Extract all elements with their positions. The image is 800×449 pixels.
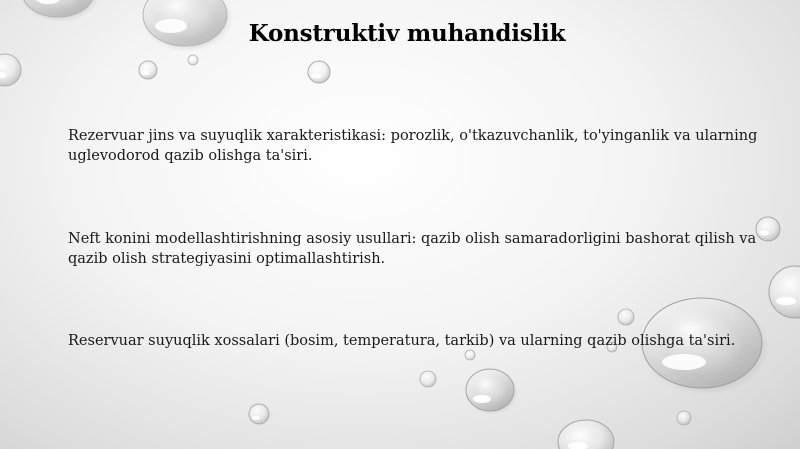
paragraph-fluid-properties: Reservuar suyuqlik xossalari (bosim, temperatura, tarkib) va ularning qazib olishga ta'siri. xyxy=(68,333,736,349)
droplet xyxy=(20,0,100,22)
droplet xyxy=(466,369,518,415)
droplet xyxy=(420,371,436,387)
droplet xyxy=(465,350,475,360)
droplet xyxy=(139,61,157,79)
droplet xyxy=(188,55,198,65)
droplet xyxy=(769,266,800,318)
paragraph-reservoir-characteristics: Rezervuar jins va suyuqlik xarakteristikasi: porozlik, o'tkazuvchanlik, to'yinganlik va ularning uglevodorod qazib olishga ta'siri. xyxy=(68,128,758,164)
droplet xyxy=(308,61,330,83)
slide-title: Konstruktiv muhandislik xyxy=(248,20,566,47)
droplet xyxy=(558,420,614,449)
droplet xyxy=(756,217,780,241)
droplet xyxy=(0,54,21,86)
droplet xyxy=(249,404,269,424)
droplet xyxy=(618,309,634,325)
paragraph-field-modeling-methods: Neft konini modellashtirishning asosiy usullari: qazib olish samaradorligini bashorat qilish va qazib olish strategiyasini optimallashtirish. xyxy=(68,231,757,267)
droplet xyxy=(677,411,691,425)
